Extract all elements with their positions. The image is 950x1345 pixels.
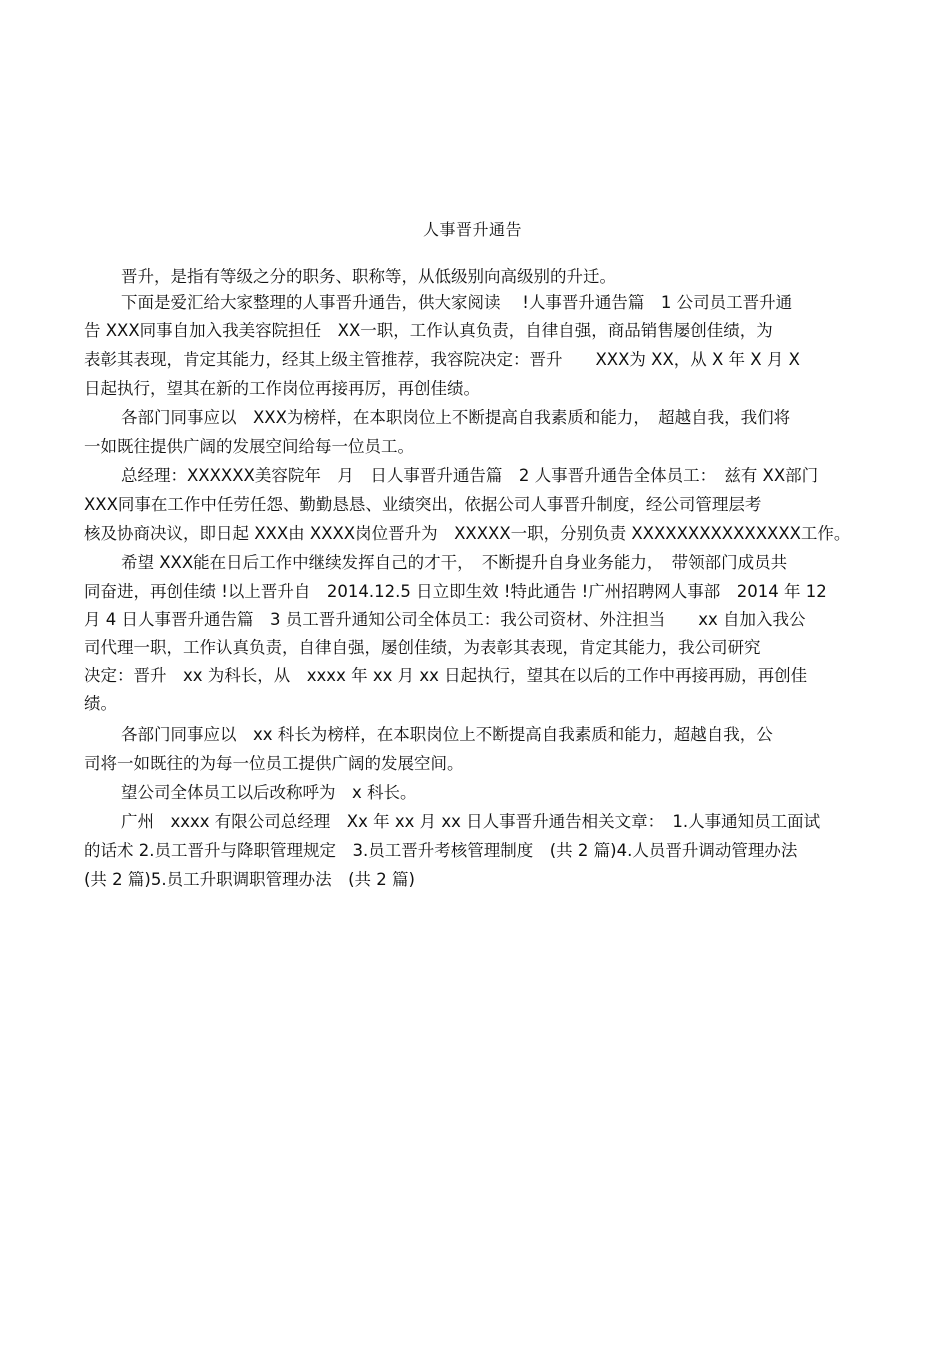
text-line: 月 4 日人事晋升通告篇 3 员工晋升通知公司全体员工：我公司资材、外注担当 xx 自加入我公 xyxy=(84,610,806,629)
text-line: 希望 XXX能在日后工作中继续发挥自己的才干， 不断提升自身业务能力， 带领部门成员共 xyxy=(121,553,788,572)
text-line: 决定：晋升 xx 为科长，从 xxxx 年 xx 月 xx 日起执行，望其在以后的工作中再接再励，再创佳 xyxy=(84,666,808,685)
text-line: 同奋进，再创佳绩 !以上晋升自 2014.12.5 日立即生效 !特此通告 !广州招聘网人事部 2014 年 12 xyxy=(84,582,827,601)
text-line: 绩。 xyxy=(84,694,117,713)
text-line: 各部门同事应以 XXX为榜样，在本职岗位上不断提高自我素质和能力， 超越自我，我们将 xyxy=(121,408,791,427)
text-line: 告 XXX同事自加入我美容院担任 XX一职，工作认真负责，自律自强，商品销售屡创佳绩，为 xyxy=(84,321,773,340)
text-line: 司代理一职，工作认真负责，自律自强，屡创佳绩，为表彰其表现，肯定其能力，我公司研究 xyxy=(84,638,761,657)
text-line: 司将一如既往的为每一位员工提供广阔的发展空间。 xyxy=(84,754,464,773)
text-line: XXX同事在工作中任劳任怨、勤勤恳恳、业绩突出，依据公司人事晋升制度，经公司管理层考 xyxy=(84,495,762,514)
text-line: 的话术 2.员工晋升与降职管理规定 3.员工晋升考核管理制度 (共 2 篇)4.人员晋升调动管理办法 xyxy=(84,841,798,860)
document-title: 人事晋升通告 xyxy=(422,220,522,239)
text-line: 各部门同事应以 xx 科长为榜样，在本职岗位上不断提高自我素质和能力，超越自我，公 xyxy=(121,725,773,744)
text-line: (共 2 篇)5.员工升职调职管理办法 (共 2 篇) xyxy=(84,870,415,889)
text-line: 望公司全体员工以后改称呼为 x 科长。 xyxy=(121,783,417,802)
text-line: 日起执行，望其在新的工作岗位再接再厉，再创佳绩。 xyxy=(84,379,480,398)
text-line: 下面是爱汇给大家整理的人事晋升通告，供大家阅读 !人事晋升通告篇 1 公司员工晋升通 xyxy=(121,293,793,312)
text-line: 核及协商决议，即日起 XXX由 XXXX岗位晋升为 XXXXX一职，分别负责 XXXXXXXXXXXXXXX工作。 xyxy=(84,524,851,543)
text-line: 广州 xxxx 有限公司总经理 Xx 年 xx 月 xx 日人事晋升通告相关文章： 1.人事通知员工面试 xyxy=(121,812,821,831)
text-line: 表彰其表现，肯定其能力，经其上级主管推荐，我容院决定：晋升 XXX为 XX，从 X 年 X 月 X xyxy=(84,350,800,369)
text-line: 总经理：XXXXXX美容院年 月 日人事晋升通告篇 2 人事晋升通告全体员工： 兹有 XX部门 xyxy=(121,466,819,485)
text-line: 一如既往提供广阔的发展空间给每一位员工。 xyxy=(84,437,414,456)
text-line: 晋升，是指有等级之分的职务、职称等，从低级别向高级别的升迁。 xyxy=(121,267,616,286)
